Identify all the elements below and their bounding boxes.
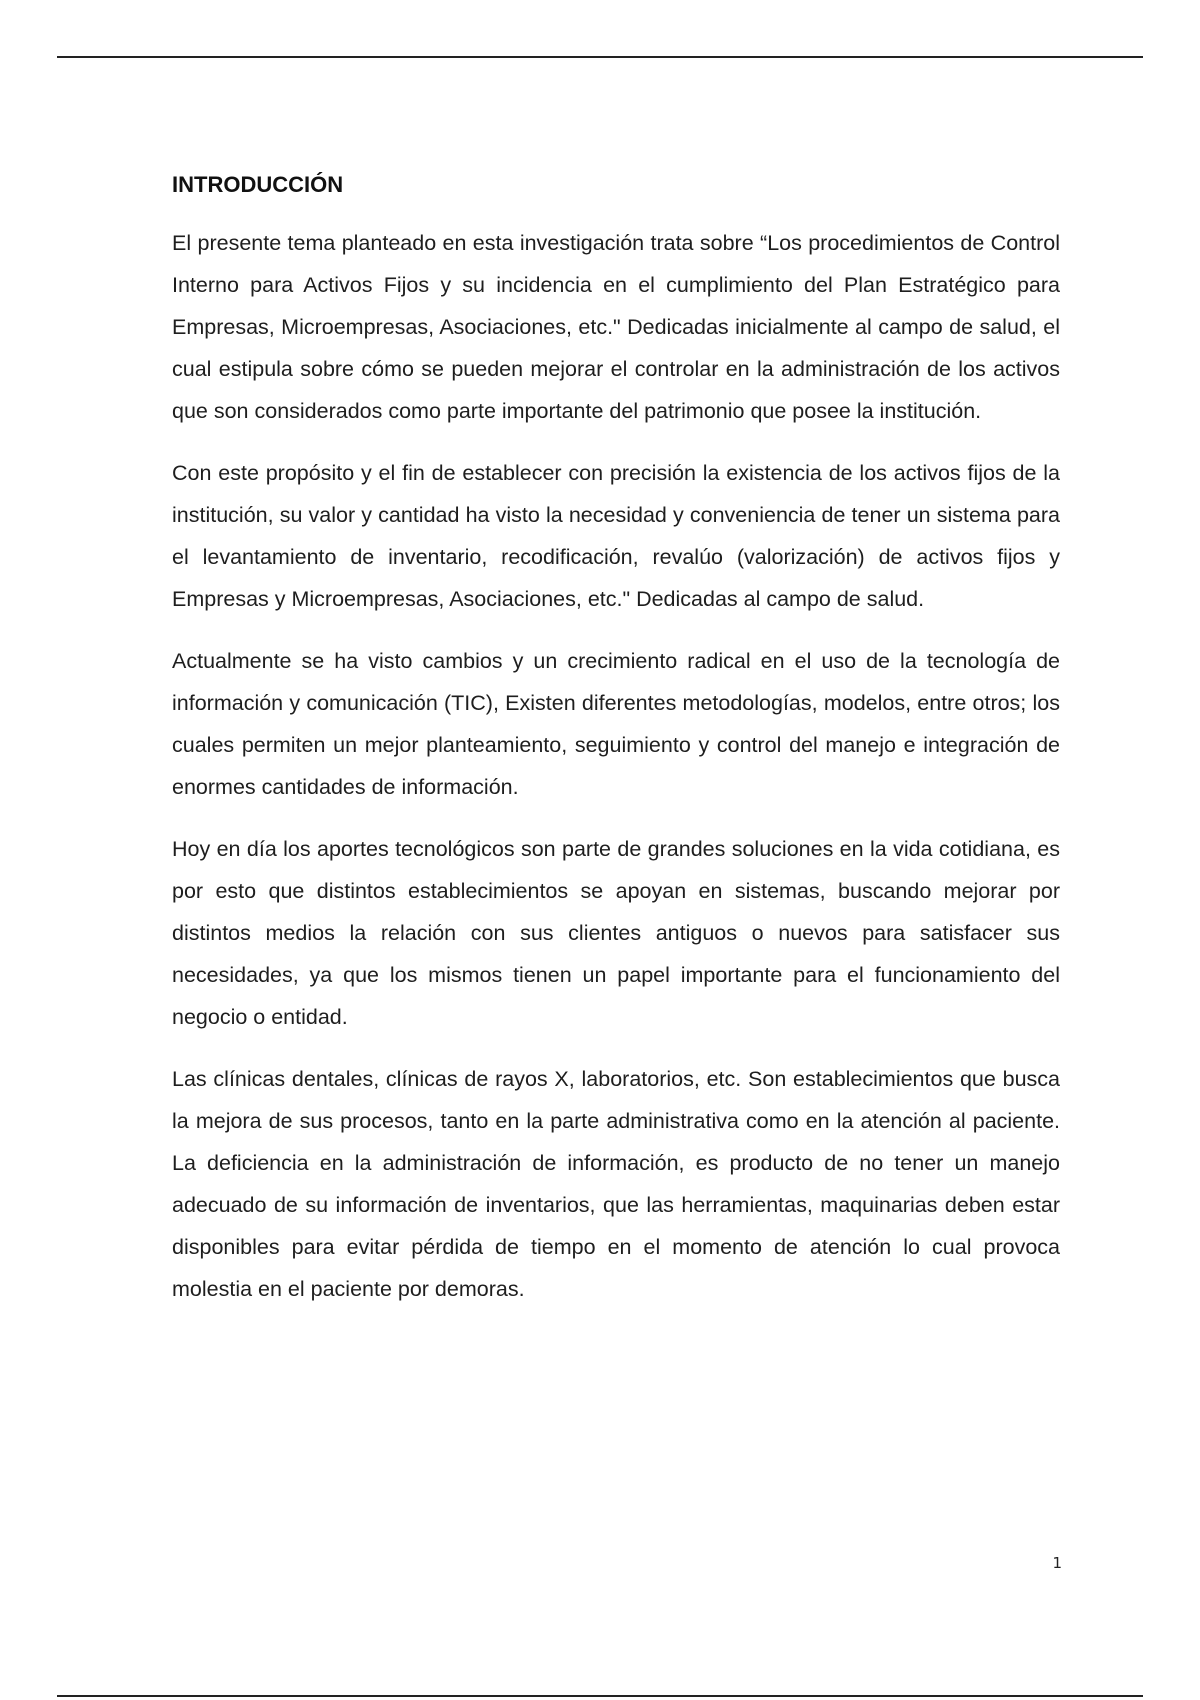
paragraph-5: Las clínicas dentales, clínicas de rayos X, laboratorios, etc. Son establecimientos que busca la mejora de sus procesos, tanto en la parte administrativa como en la atención al paciente. La deficiencia en la administración de información, es producto de no tener un manejo adecuado de su información de inventarios, que las herramientas, maquinarias deben estar disponibles para evitar pérdida de tiempo en el momento de atención lo cual provoca molestia en el paciente por demoras. xyxy=(172,1067,1060,1301)
page-number: 1 xyxy=(1052,1554,1062,1572)
paragraph-1: El presente tema planteado en esta investigación trata sobre “Los procedimientos de Control Interno para Activos Fijos y su incidencia en el cumplimiento del Plan Estratégico para Empresas, Microempresas, Asociaciones, etc." Dedicadas inicialmente al campo de salud, el cual estipula sobre cómo se pueden mejorar el controlar en la administración de los activos que son considerados como parte importante del patrimonio que posee la institución. xyxy=(172,231,1060,423)
section-heading: INTRODUCCIÓN xyxy=(172,172,344,197)
paragraph-4: Hoy en día los aportes tecnológicos son parte de grandes soluciones en la vida cotidiana, es por esto que distintos establecimientos se apoyan en sistemas, buscando mejorar por distintos medios la relación con sus clientes antiguos o nuevos para satisfacer sus necesidades, ya que los mismos tienen un papel importante para el funcionamiento del negocio o entidad. xyxy=(172,837,1060,1029)
header-rule xyxy=(57,56,1143,58)
paragraph-2: Con este propósito y el fin de establecer con precisión la existencia de los activos fijos de la institución, su valor y cantidad ha visto la necesidad y conveniencia de tener un sistema para el levantamiento de inventario, recodificación, revalúo (valorización) de activos fijos y Empresas y Microempresas, Asociaciones, etc." Dedicadas al campo de salud. xyxy=(172,461,1060,611)
paragraph-3: Actualmente se ha visto cambios y un crecimiento radical en el uso de la tecnología de información y comunicación (TIC), Existen diferentes metodologías, modelos, entre otros; los cuales permiten un mejor planteamiento, seguimiento y control del manejo e integración de enormes cantidades de información. xyxy=(172,649,1060,799)
footer-rule xyxy=(57,1695,1143,1697)
page-content xyxy=(172,168,1060,1330)
